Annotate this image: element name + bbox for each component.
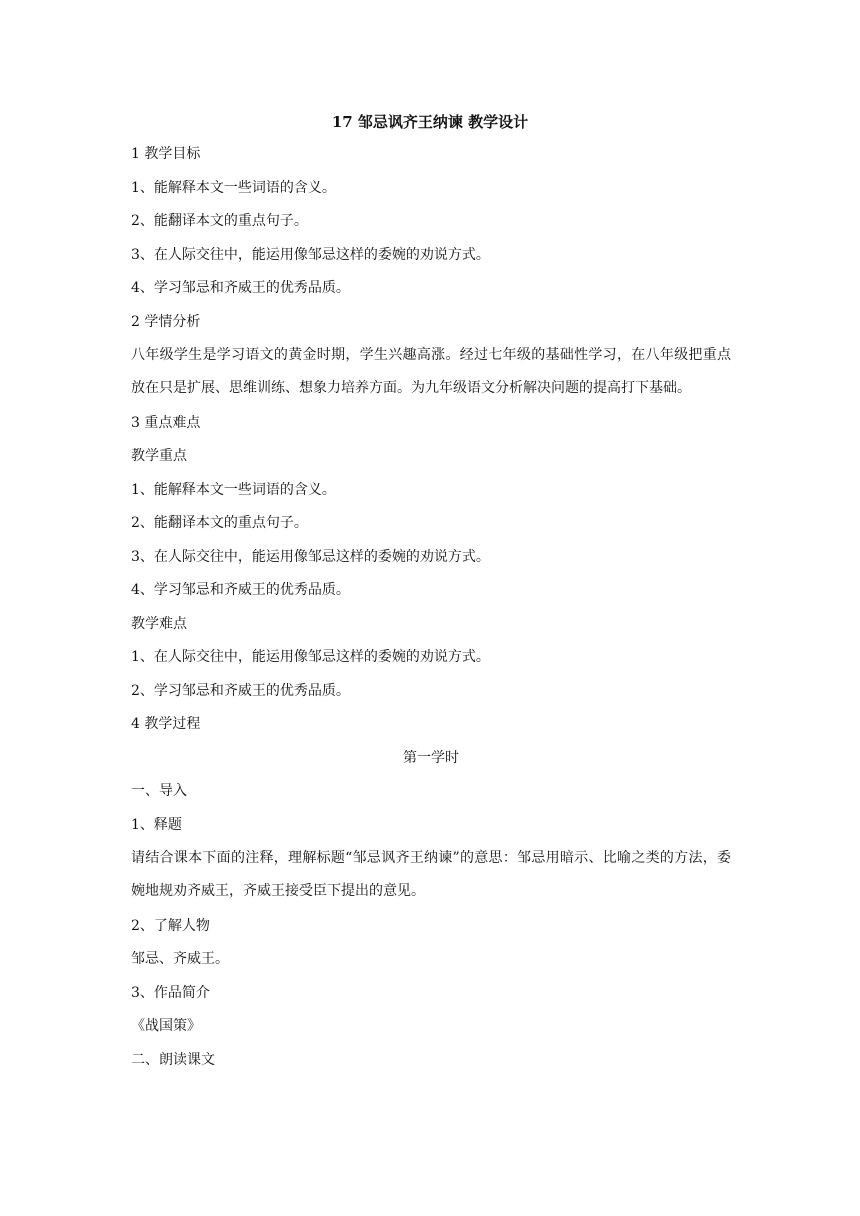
objective-item: 3、在人际交往中，能运用像邹忌这样的委婉的劝说方式。	[131, 246, 490, 263]
step-heading: 一、导入	[131, 783, 187, 799]
step-detail: 邹忌、齐威王。	[131, 951, 229, 967]
objective-item: 2、能翻译本文的重点句子。	[131, 213, 308, 229]
focus-item: 3、在人际交往中，能运用像邹忌这样的委婉的劝说方式。	[131, 548, 490, 565]
analysis-paragraph: 八年级学生是学习语文的黄金时期，学生兴趣高涨。经过七年级的基础性学习，在八年级把重点放在只是扩展、思维训练、想象力培养方面。为九年级语文分析解决问题的提高打下基础。	[131, 346, 731, 396]
section-heading-objectives: 1 教学目标	[131, 146, 201, 162]
step-heading: 二、朗读课文	[131, 1051, 215, 1068]
subheading-difficulty: 教学难点	[131, 615, 187, 632]
subheading-focus: 教学重点	[131, 448, 187, 464]
step-item: 1、释题	[131, 816, 182, 833]
step-detail: 《战国策》	[131, 1018, 201, 1034]
document-title: 17 邹忌讽齐王纳谏 教学设计	[331, 113, 529, 131]
section-heading-analysis: 2 学情分析	[131, 313, 201, 330]
document-body	[131, 143, 731, 1082]
objective-item: 4、学习邹忌和齐威王的优秀品质。	[131, 280, 350, 296]
focus-item: 4、学习邹忌和齐威王的优秀品质。	[131, 582, 350, 598]
difficulty-item: 2、学习邹忌和齐威王的优秀品质。	[131, 682, 350, 699]
step-item: 3、作品简介	[131, 984, 210, 1001]
session-heading: 第一学时	[403, 749, 459, 766]
title-explanation-paragraph: 请结合课本下面的注释，理解标题“邹忌讽齐王纳谏”的意思：邹忌用暗示、比喻之类的方法，委婉地规劝齐威王，齐威王接受臣下提出的意见。	[131, 849, 731, 899]
step-item: 2、了解人物	[131, 917, 210, 934]
difficulty-item: 1、在人际交往中，能运用像邹忌这样的委婉的劝说方式。	[131, 649, 490, 665]
focus-item: 2、能翻译本文的重点句子。	[131, 515, 308, 531]
section-heading-process: 4 教学过程	[131, 716, 201, 732]
focus-item: 1、能解释本文一些词语的含义。	[131, 481, 336, 498]
section-heading-key-points: 3 重点难点	[131, 414, 201, 431]
objective-item: 1、能解释本文一些词语的含义。	[131, 179, 336, 196]
